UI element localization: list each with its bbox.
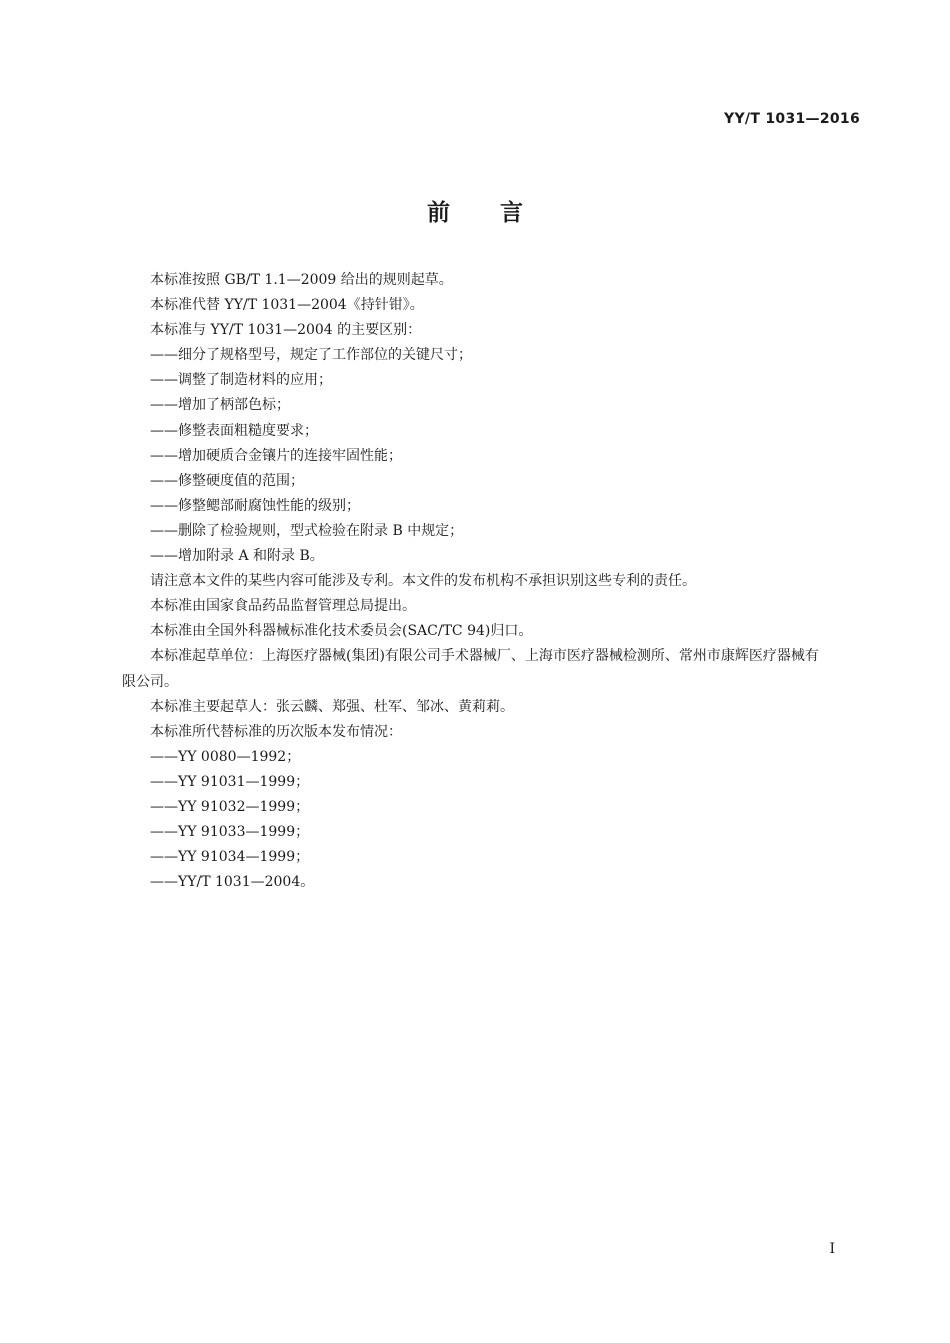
page-number: I bbox=[829, 1241, 835, 1257]
drafting-units: 本标准起草单位：上海医疗器械(集团)有限公司手术器械厂、上海市医疗器械检测所、常州市康辉医疗器械有限公司。 bbox=[122, 648, 819, 690]
paragraph: 本标准由全国外科器械标准化技术委员会(SAC/TC 94)归口。 bbox=[150, 623, 533, 640]
paragraph: 本标准代替 YY/T 1031—2004《持针钳》。 bbox=[150, 297, 424, 314]
document-body bbox=[122, 268, 828, 895]
paragraph: 本标准所代替标准的历次版本发布情况： bbox=[150, 723, 402, 740]
list-item: ——YY 91031—1999； bbox=[150, 773, 310, 790]
list-item: ——修整表面粗糙度要求； bbox=[150, 422, 318, 439]
list-item: ——YY 91033—1999； bbox=[150, 824, 310, 841]
list-item: ——删除了检验规则，型式检验在附录 B 中规定； bbox=[150, 522, 464, 539]
page-title: 前言 bbox=[427, 200, 573, 226]
list-item: ——修整鳃部耐腐蚀性能的级别； bbox=[150, 497, 360, 514]
standard-code: YY/T 1031—2016 bbox=[724, 111, 860, 127]
list-item: ——增加了柄部色标； bbox=[150, 397, 290, 414]
list-item: ——YY 91032—1999； bbox=[150, 798, 310, 815]
list-item: ——修整硬度值的范围； bbox=[150, 472, 304, 489]
paragraph: 本标准由国家食品药品监督管理总局提出。 bbox=[150, 598, 416, 615]
list-item: ——增加附录 A 和附录 B。 bbox=[150, 548, 324, 565]
list-item: ——细分了规格型号，规定了工作部位的关键尺寸； bbox=[150, 347, 472, 364]
patent-notice: 请注意本文件的某些内容可能涉及专利。本文件的发布机构不承担识别这些专利的责任。 bbox=[150, 573, 696, 590]
list-item: ——调整了制造材料的应用； bbox=[150, 372, 332, 389]
list-item: ——增加硬质合金镶片的连接牢固性能； bbox=[150, 447, 402, 464]
drafters: 本标准主要起草人：张云麟、郑强、杜军、邹冰、黄莉莉。 bbox=[150, 698, 514, 715]
list-item: ——YY 0080—1992； bbox=[150, 748, 301, 765]
list-item: ——YY/T 1031—2004。 bbox=[150, 874, 315, 891]
paragraph: 本标准与 YY/T 1031—2004 的主要区别： bbox=[150, 322, 422, 339]
list-item: ——YY 91034—1999； bbox=[150, 849, 310, 866]
paragraph: 本标准按照 GB/T 1.1—2009 给出的规则起草。 bbox=[150, 272, 453, 288]
